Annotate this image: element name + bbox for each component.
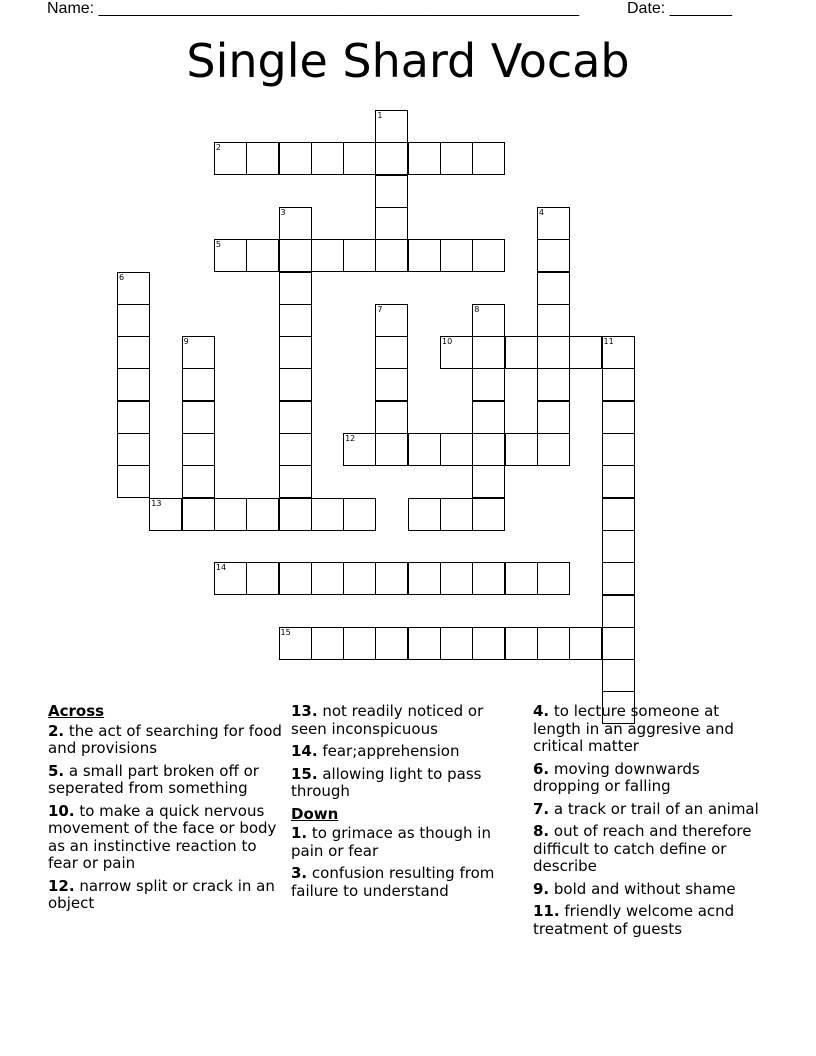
grid-cell[interactable] [375, 304, 408, 337]
grid-cell[interactable] [505, 336, 538, 369]
grid-cell[interactable] [408, 433, 441, 466]
grid-cell[interactable] [375, 110, 408, 143]
grid-cell[interactable] [343, 498, 376, 531]
grid-cell[interactable] [440, 627, 473, 660]
grid-cell[interactable] [537, 239, 570, 272]
across-clue [291, 766, 521, 801]
grid-cell[interactable] [279, 433, 312, 466]
cell-number: 5 [215, 240, 221, 250]
grid-cell[interactable] [343, 433, 376, 466]
cell-number: 7 [377, 304, 383, 314]
clue-number: 4. [533, 702, 550, 720]
grid-cell[interactable] [311, 562, 344, 595]
grid-cell[interactable] [279, 465, 312, 498]
grid-cell[interactable] [602, 498, 635, 531]
down-clue [533, 881, 763, 899]
clue-number: 1. [291, 824, 308, 842]
page-title: Single Shard Vocab [186, 34, 630, 88]
across-clue [291, 743, 521, 761]
grid-cell[interactable] [246, 562, 279, 595]
grid-cell[interactable] [375, 368, 408, 401]
grid-cell[interactable] [117, 465, 150, 498]
down-clue [533, 823, 763, 876]
grid-cell[interactable] [472, 433, 505, 466]
clue-number: 3. [291, 864, 308, 882]
clue-text: the act of searching for food and provisions [48, 721, 282, 757]
cell-number: 2 [215, 143, 221, 153]
clue-column-1 [48, 703, 284, 918]
down-clue [533, 761, 763, 796]
down-clue [533, 903, 763, 938]
grid-cell[interactable] [602, 401, 635, 434]
clue-text: allowing light to pass through [291, 764, 482, 800]
grid-cell[interactable] [375, 175, 408, 208]
grid-cell[interactable] [375, 207, 408, 240]
grid-cell[interactable] [182, 465, 215, 498]
cell-number: 3 [280, 207, 286, 217]
grid-cell[interactable] [472, 401, 505, 434]
grid-cell[interactable] [279, 498, 312, 531]
cell-number: 4 [538, 207, 544, 217]
grid-cell[interactable] [505, 562, 538, 595]
clue-number: 9. [533, 879, 550, 898]
grid-cell[interactable] [472, 562, 505, 595]
grid-cell[interactable] [375, 401, 408, 434]
grid-cell[interactable] [408, 627, 441, 660]
grid-cell[interactable] [279, 304, 312, 337]
grid-cell[interactable] [375, 142, 408, 175]
grid-cell[interactable] [569, 336, 602, 369]
clue-number: 5. [48, 761, 65, 780]
grid-cell[interactable] [472, 627, 505, 660]
grid-cell[interactable] [279, 336, 312, 369]
cell-number: 15 [280, 627, 291, 637]
clue-number: 7. [533, 799, 550, 818]
across-clue [48, 723, 284, 758]
grid-cell[interactable] [472, 239, 505, 272]
down-clue [533, 801, 763, 819]
grid-cell[interactable] [602, 336, 635, 369]
grid-cell[interactable] [472, 368, 505, 401]
clue-number: 13. [291, 702, 318, 720]
grid-cell[interactable] [182, 368, 215, 401]
grid-cell[interactable] [375, 562, 408, 595]
grid-cell[interactable] [569, 627, 602, 660]
grid-cell[interactable] [117, 272, 150, 305]
grid-cell[interactable] [117, 336, 150, 369]
grid-cell[interactable] [408, 498, 441, 531]
grid-cell[interactable] [214, 498, 247, 531]
grid-cell[interactable] [440, 336, 473, 369]
grid-cell[interactable] [279, 272, 312, 305]
grid-cell[interactable] [214, 142, 247, 175]
grid-cell[interactable] [537, 562, 570, 595]
clue-text: bold and without shame [549, 879, 736, 898]
grid-cell[interactable] [537, 401, 570, 434]
clue-number: 12. [48, 876, 75, 895]
across-clue [48, 803, 284, 873]
down-clue [533, 703, 763, 756]
clue-text: a small part broken off or seperated from something [48, 761, 259, 797]
across-clue [48, 878, 284, 913]
grid-cell[interactable] [440, 142, 473, 175]
grid-cell[interactable] [602, 627, 635, 660]
grid-cell[interactable] [311, 142, 344, 175]
down-heading: Down [291, 804, 339, 823]
cell-number: 6 [119, 272, 125, 282]
grid-cell[interactable] [149, 498, 182, 531]
grid-cell[interactable] [214, 562, 247, 595]
grid-cell[interactable] [279, 239, 312, 272]
grid-cell[interactable] [343, 142, 376, 175]
grid-cell[interactable] [214, 239, 247, 272]
grid-cell[interactable] [537, 207, 570, 240]
grid-cell[interactable] [472, 498, 505, 531]
grid-cell[interactable] [375, 239, 408, 272]
clue-text: a track or trail of an animal [549, 799, 759, 818]
grid-cell[interactable] [311, 498, 344, 531]
cell-number: 10 [442, 337, 453, 347]
grid-cell[interactable] [343, 239, 376, 272]
name-field: Name: ______________________________________________________ [47, 0, 580, 17]
grid-cell[interactable] [182, 498, 215, 531]
grid-cell[interactable] [246, 498, 279, 531]
grid-cell[interactable] [375, 336, 408, 369]
clue-column-2 [291, 703, 521, 905]
grid-cell[interactable] [182, 336, 215, 369]
grid-cell[interactable] [311, 627, 344, 660]
grid-cell[interactable] [537, 433, 570, 466]
clue-number: 15. [291, 764, 318, 783]
across-heading: Across [48, 702, 105, 720]
grid-cell[interactable] [182, 401, 215, 434]
grid-cell[interactable] [279, 142, 312, 175]
clue-text: fear;apprehension [317, 742, 460, 760]
clue-text: to make a quick nervous movement of the face or body as an instinctive reaction to fear or pain [48, 801, 277, 872]
clue-text: not readily noticed or seen inconspicuous [291, 702, 484, 738]
grid-cell[interactable] [537, 336, 570, 369]
cell-number: 13 [151, 498, 162, 508]
cell-number: 1 [377, 111, 383, 120]
grid-cell[interactable] [505, 433, 538, 466]
clue-column-3 [533, 703, 763, 943]
grid-cell[interactable] [375, 627, 408, 660]
grid-cell[interactable] [602, 659, 635, 692]
grid-cell[interactable] [343, 627, 376, 660]
grid-cell[interactable] [117, 401, 150, 434]
grid-cell[interactable] [408, 142, 441, 175]
clue-text: confusion resulting from failure to understand [291, 864, 495, 900]
grid-cell[interactable] [472, 142, 505, 175]
clue-text: to grimace as though in pain or fear [291, 824, 491, 860]
grid-cell[interactable] [537, 368, 570, 401]
grid-cell[interactable] [279, 207, 312, 240]
clue-text: out of reach and therefore difficult to catch define or describe [533, 822, 752, 875]
grid-cell[interactable] [440, 239, 473, 272]
grid-cell[interactable] [182, 433, 215, 466]
clue-text: to lecture someone at length in an aggresive and critical matter [533, 702, 734, 755]
grid-cell[interactable] [117, 368, 150, 401]
grid-cell[interactable] [440, 498, 473, 531]
cell-number: 8 [474, 304, 480, 314]
cell-number: 12 [345, 434, 356, 443]
grid-cell[interactable] [279, 368, 312, 401]
grid-cell[interactable] [602, 465, 635, 498]
date-field: Date: _______ [627, 0, 732, 17]
grid-cell[interactable] [279, 627, 312, 660]
grid-cell[interactable] [279, 562, 312, 595]
grid-cell[interactable] [117, 433, 150, 466]
grid-cell[interactable] [602, 368, 635, 401]
cell-number: 11 [603, 337, 614, 347]
across-clue [48, 763, 284, 798]
grid-cell[interactable] [602, 530, 635, 563]
cell-number: 14 [215, 563, 227, 573]
clue-number: 11. [533, 902, 560, 920]
down-clue [291, 865, 521, 900]
grid-cell[interactable] [246, 239, 279, 272]
clue-text: narrow split or crack in an object [48, 876, 275, 912]
grid-cell[interactable] [602, 433, 635, 466]
clue-number: 10. [48, 801, 75, 820]
cell-number: 9 [183, 337, 189, 347]
grid-cell[interactable] [537, 627, 570, 660]
clue-number: 8. [533, 822, 550, 840]
grid-cell[interactable] [505, 627, 538, 660]
grid-cell[interactable] [311, 239, 344, 272]
across-clue [291, 703, 521, 738]
grid-cell[interactable] [537, 272, 570, 305]
grid-cell[interactable] [440, 433, 473, 466]
grid-cell[interactable] [408, 562, 441, 595]
grid-cell[interactable] [602, 562, 635, 595]
grid-cell[interactable] [343, 562, 376, 595]
clue-text: friendly welcome acnd treatment of guests [533, 902, 735, 938]
clue-number: 2. [48, 721, 65, 740]
grid-cell[interactable] [375, 433, 408, 466]
clue-number: 6. [533, 759, 550, 778]
grid-cell[interactable] [472, 465, 505, 498]
clue-number: 14. [291, 742, 318, 760]
clue-text: moving downwards dropping or falling [533, 759, 700, 795]
grid-cell[interactable] [246, 142, 279, 175]
grid-cell[interactable] [408, 239, 441, 272]
grid-cell[interactable] [472, 336, 505, 369]
grid-cell[interactable] [602, 595, 635, 628]
grid-cell[interactable] [537, 304, 570, 337]
grid-cell[interactable] [117, 304, 150, 337]
grid-cell[interactable] [472, 304, 505, 337]
grid-cell[interactable] [440, 562, 473, 595]
grid-cell[interactable] [279, 401, 312, 434]
down-clue [291, 825, 521, 860]
